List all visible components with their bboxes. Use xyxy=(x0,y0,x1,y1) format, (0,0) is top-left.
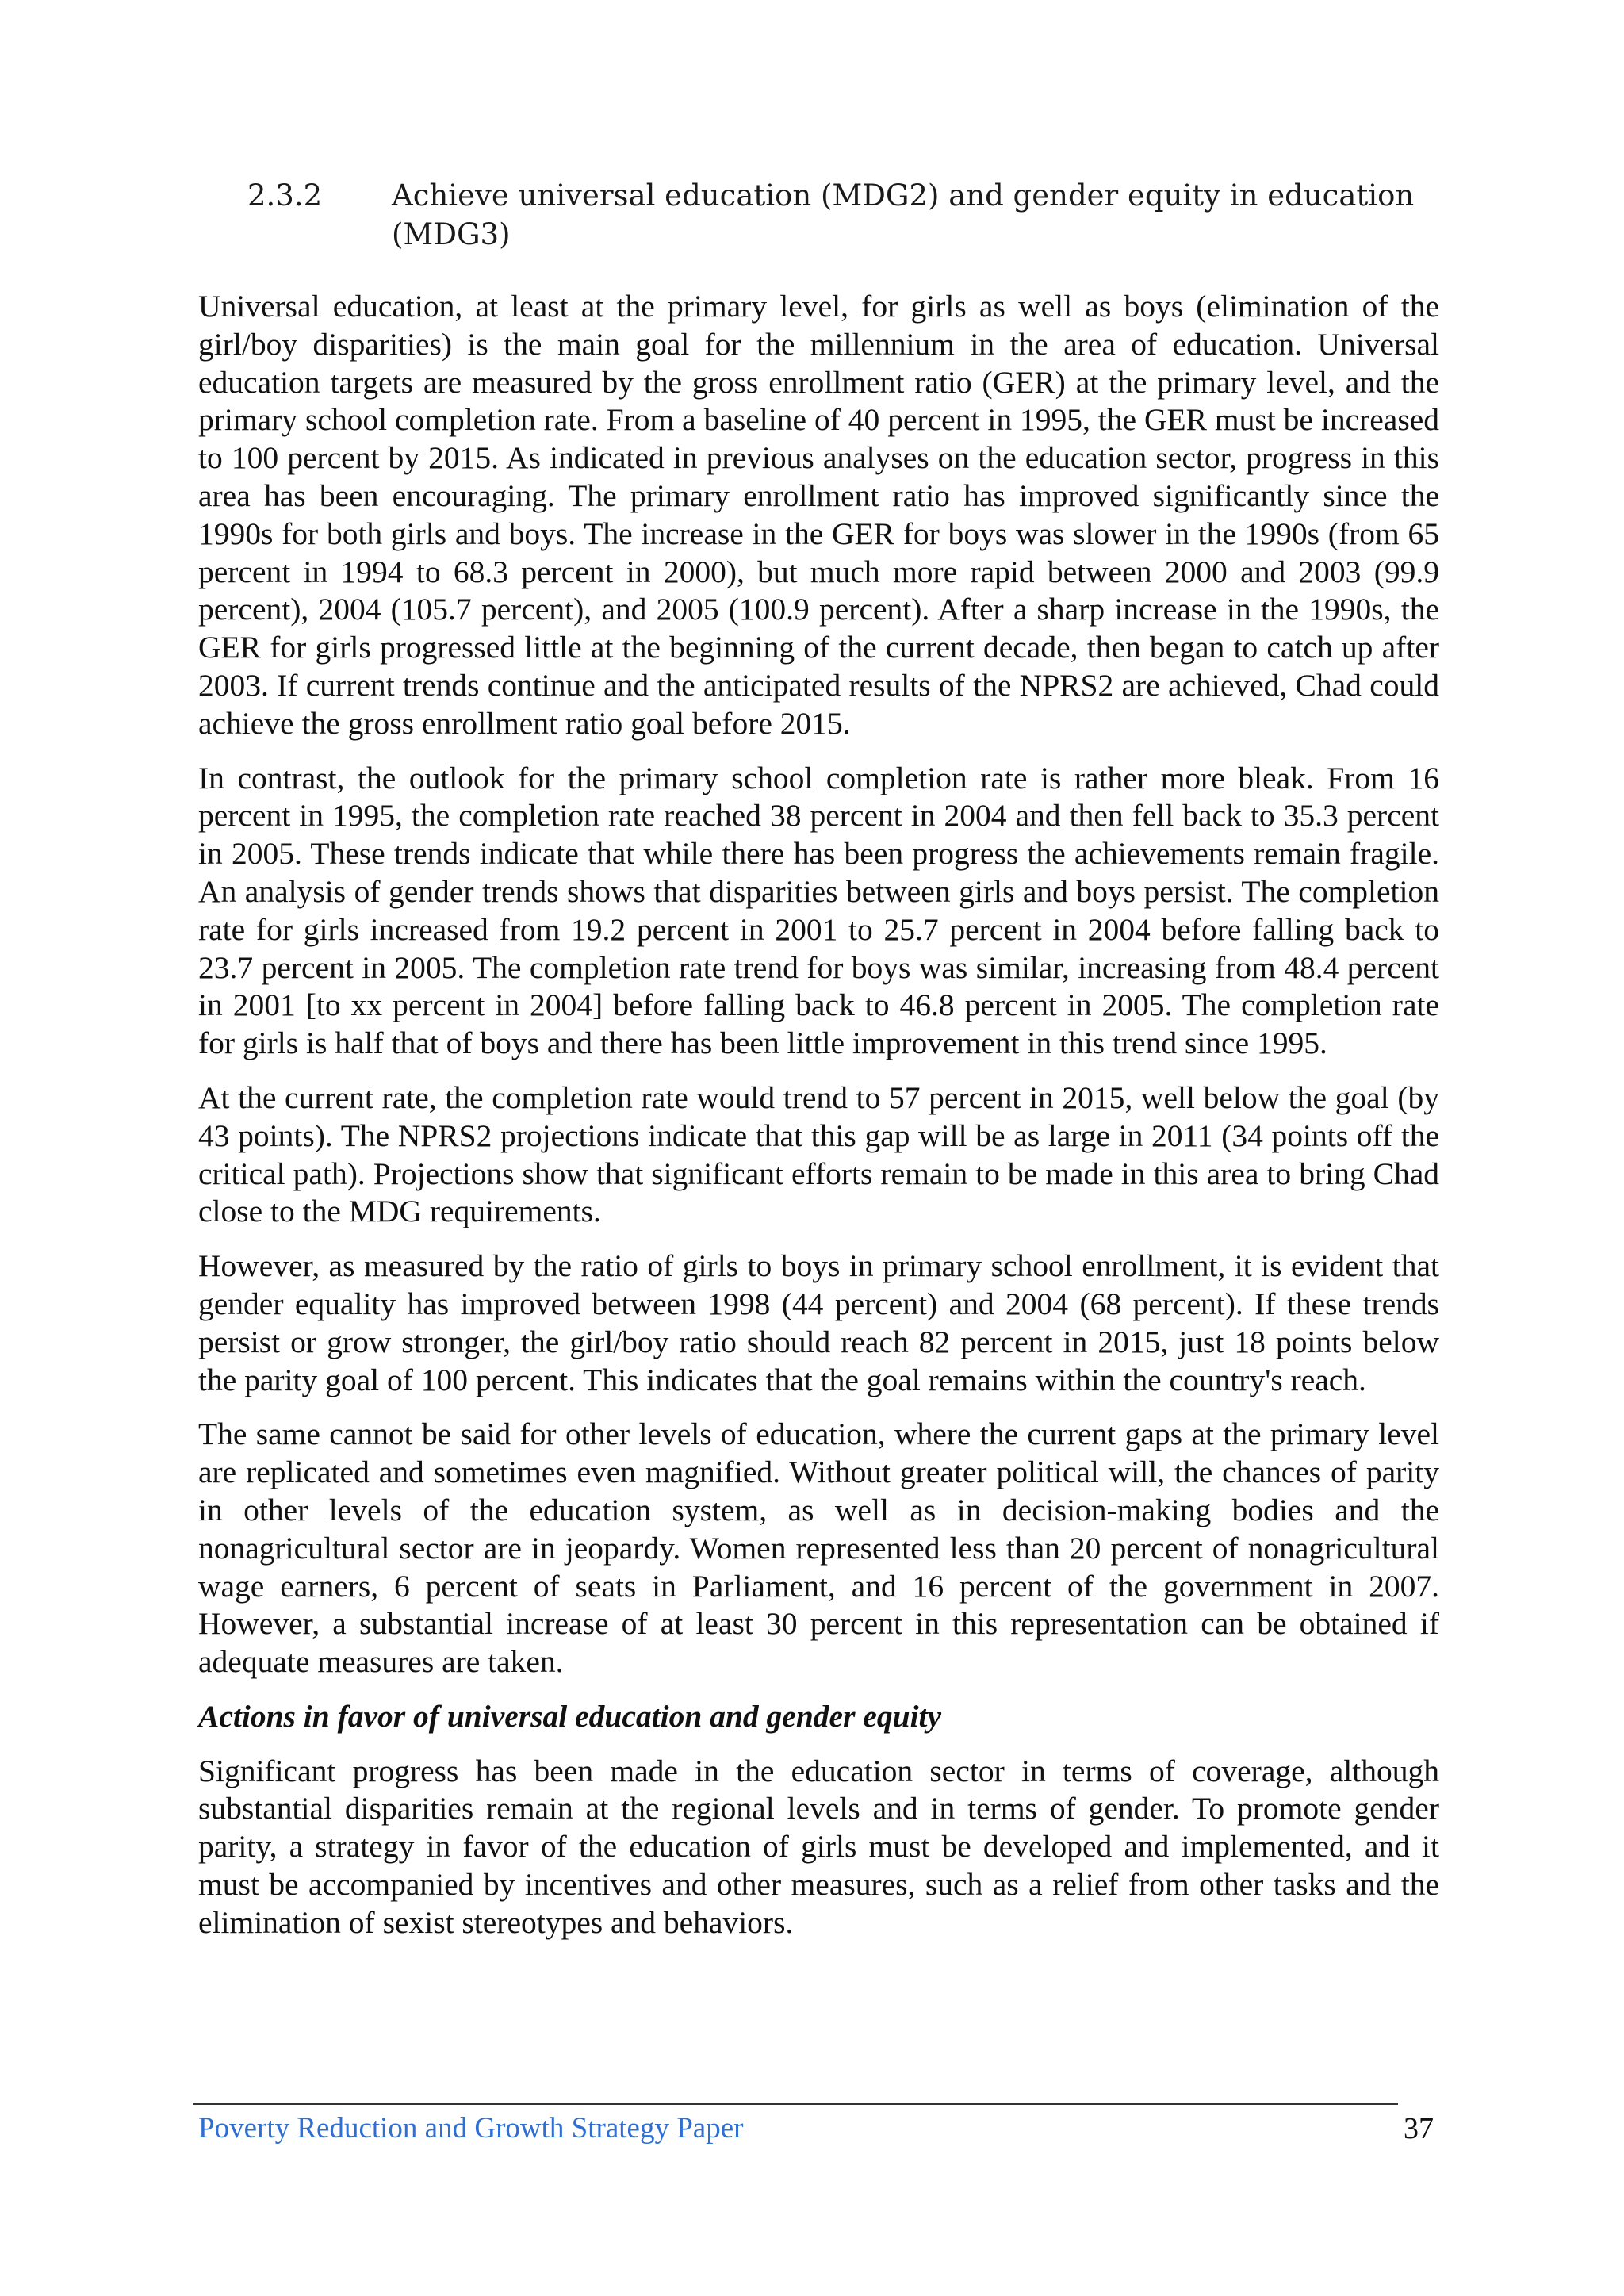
body-text xyxy=(198,288,1439,1959)
paragraph-completion-rate: In contrast, the outlook for the primary school completion rate is rather more bleak. From 16 percent in 1995, the completion rate reached 38 percent in 2004 and then fell back to 35.3 percent in 2005. These trends indicate that while there has been progress the achievements remain fragile. An analysis of gender trends shows that disparities between girls and boys persist. The completion rate for girls increased from 19.2 percent in 2001 to 25.7 percent in 2004 before falling back to 23.7 percent in 2005. The completion rate trend for boys was similar, increasing from 48.4 percent in 2001 [to xx percent in 2004] before falling back to 46.8 percent in 2005. The completion rate for girls is half that of boys and there has been little improvement in this trend since 1995. xyxy=(198,760,1439,1061)
page-number: 37 xyxy=(1404,2112,1434,2145)
section-number: 2.3.2 xyxy=(247,178,323,213)
footer-divider xyxy=(193,2103,1398,2105)
section-title: Achieve universal education (MDG2) and gender equity in education (MDG3) xyxy=(392,178,1415,251)
paragraph-current-rate: At the current rate, the completion rate would trend to 57 percent in 2015, well below the goal (by 43 points). The NPRS2 projections indicate that this gap will be as large in 2011 (34 points off the critical path). Projections show that significant efforts remain to be made in this area to bring Chad close to the MDG requirements. xyxy=(198,1079,1439,1229)
footer-document-title: Poverty Reduction and Growth Strategy Paper xyxy=(198,2112,744,2145)
subheading-actions: Actions in favor of universal education and gender equity xyxy=(198,1698,942,1734)
paragraph-universal-education: Universal education, at least at the primary level, for girls as well as boys (elimination of the girl/boy disparities) is the main goal for the millennium in the area of education. Universal education targets are measured by the gross enrollment ratio (GER) at the primary level, and the primary school completion rate. From a baseline of 40 percent in 1995, the GER must be increased to 100 percent by 2015. As indicated in previous analyses on the education sector, progress in this area has been encouraging. The primary enrollment ratio has improved significantly since the 1990s for both girls and boys. The increase in the GER for boys was slower in the 1990s (from 65 percent in 1994 to 68.3 percent in 2000), but much more rapid between 2000 and 2003 (99.9 percent), 2004 (105.7 percent), and 2005 (100.9 percent). After a sharp increase in the 1990s, the GER for girls progressed little at the beginning of the current decade, then began to catch up after 2003. If current trends continue and the anticipated results of the NPRS2 are achieved, Chad could achieve the gross enrollment ratio goal before 2015. xyxy=(198,289,1439,741)
paragraph-significant-progress: Significant progress has been made in the education sector in terms of coverage, although substantial disparities remain at the regional levels and in terms of gender. To promote gender parity, a strategy in favor of the education of girls must be developed and implemented, and it must be accompanied by incentives and other measures, such as a relief from other tasks and the elimination of sexist stereotypes and behaviors. xyxy=(198,1753,1439,1940)
paragraph-gender-equality: However, as measured by the ratio of girls to boys in primary school enrollment, it is evident that gender equality has improved between 1998 (44 percent) and 2004 (68 percent). If these trends persist or grow stronger, the girl/boy ratio should reach 82 percent in 2015, just 18 points below the parity goal of 100 percent. This indicates that the goal remains within the country's reach. xyxy=(198,1248,1439,1397)
paragraph-other-levels: The same cannot be said for other levels of education, where the current gaps at the primary level are replicated and sometimes even magnified. Without greater political will, the chances of parity in other levels of the education system, as well as in decision-making bodies and the nonagricultural sector are in jeopardy. Women represented less than 20 percent of nonagricultural wage earners, 6 percent of seats in Parliament, and 16 percent of the government in 2007. However, a substantial increase of at least 30 percent in this representation can be obtained if adequate measures are taken. xyxy=(198,1416,1439,1680)
